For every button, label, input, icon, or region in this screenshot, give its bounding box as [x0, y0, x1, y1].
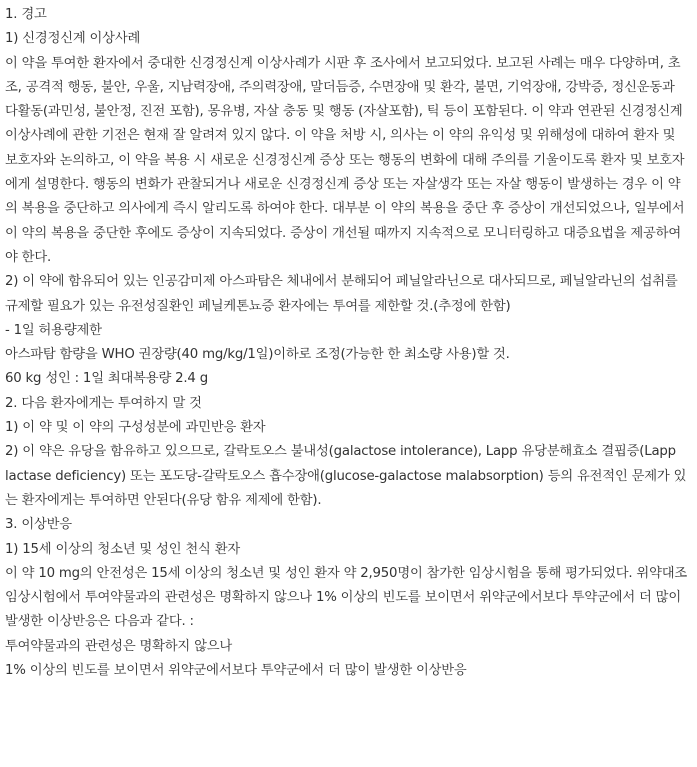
- paragraph-relation-unclear: 투여약물과의 관련성은 명확하지 않으나: [5, 638, 233, 654]
- section-heading-adverse-reactions: 3. 이상반응: [5, 517, 72, 533]
- paragraph-neuropsychiatric-events: 이 약을 투여한 환자에서 중대한 신경정신계 이상사례가 시판 후 조사에서 보고되었다. 보고된 사례는 매우 다양하며, 초조, 공격적 행동, 불안, 우울, 지남력장애, 주의력장애, 말더듬증, 수면장애 및 환각, 불면, 기억장애, 강박증, 정신운동과다활동(과민성, 불안정, 진전 포함), 몽유병, 자살 충동 및 행동 (자살포함), 틱 등이 포함된다. 이 약과 연관된 신경정신계 이상사례에 관한 기전은 현재 잘 알려져 있지 않다. 이 약을 처방 시, 의사는 이 약의 유익성 및 위해성에 대하여 환자 및 보호자와 논의하고, 이 약을 복용 시 새로운 신경정신계 증상 또는 행동의 변화에 대해 주의를 기울이도록 환자 및 보호자에게 설명한다. 행동의 변화가 관찰되거나 새로운 신경정신계 증상 또는 자살생각 또는 자살 행동이 발생하는 경우 이 약의 복용을 중단하고 의사에게 즉시 알리도록 하여야 한다. 대부분 이 약의 복용을 중단 후 증상이 개선되었으나, 일부에서 이 약의 복용을 중단한 후에도 증상이 지속되었다. 증상이 개선될 때까지 지속적으로 모니터링하고 대증요법을 제공하여야 한다.: [5, 55, 685, 265]
- paragraph-aspartame-dose: 아스파탐 함량을 WHO 권장량(40 mg/kg/1일)이하로 조정(가능한 한 최소량 사용)할 것.: [5, 347, 510, 363]
- paragraph-lactose: 2) 이 약은 유당을 함유하고 있으므로, 갈락토오스 불내성(galactose intolerance), Lapp 유당분해효소 결핍증(Lapp lactase deficiency) 또는 포도당-갈락토오스 흡수장애(glucose-galactose malabsorption) 등의 유전적인 문제가 있는 환자에게는 투여하면 안된다(유당 함유 제제에 한함).: [5, 444, 687, 508]
- section-heading-warning: 1. 경고: [5, 7, 47, 22]
- paragraph-adult-max-dose: 60 kg 성인 : 1일 최대복용량 2.4 g: [5, 371, 208, 387]
- section-heading-contraindications: 2. 다음 환자에게는 투여하지 말 것: [5, 395, 202, 411]
- subsection-heading-asthma-patients: 1) 15세 이상의 청소년 및 성인 천식 환자: [5, 541, 240, 557]
- paragraph-clinical-trial: 이 약 10 mg의 안전성은 15세 이상의 청소년 및 성인 환자 약 2,950명이 참가한 임상시험을 통해 평가되었다. 위약대조임상시험에서 투여약물과의 관련성은 명확하지 않으나 1% 이상의 빈도를 보이면서 위약군에서보다 투약군에서 더 많이 발생한 이상반응은 다음과 같다. :: [5, 565, 688, 630]
- paragraph-hypersensitivity: 1) 이 약 및 이 약의 구성성분에 과민반응 환자: [5, 420, 266, 436]
- paragraph-aspartame: 2) 이 약에 함유되어 있는 인공감미제 아스파탐은 체내에서 분해되어 페닐알라닌으로 대사되므로, 페닐알라닌의 섭취를 규제할 필요가 있는 유전성질환인 페닐케톤뇨증 환자에는 투여를 제한할 것.(추정에 한함): [5, 274, 678, 314]
- subsection-heading-neuropsychiatric: 1) 신경정신계 이상사례: [5, 31, 141, 47]
- paragraph-frequency-note: 1% 이상의 빈도를 보이면서 위약군에서보다 투약군에서 더 많이 발생한 이상반응: [5, 663, 467, 679]
- daily-limit-heading: - 1일 허용량제한: [5, 322, 102, 338]
